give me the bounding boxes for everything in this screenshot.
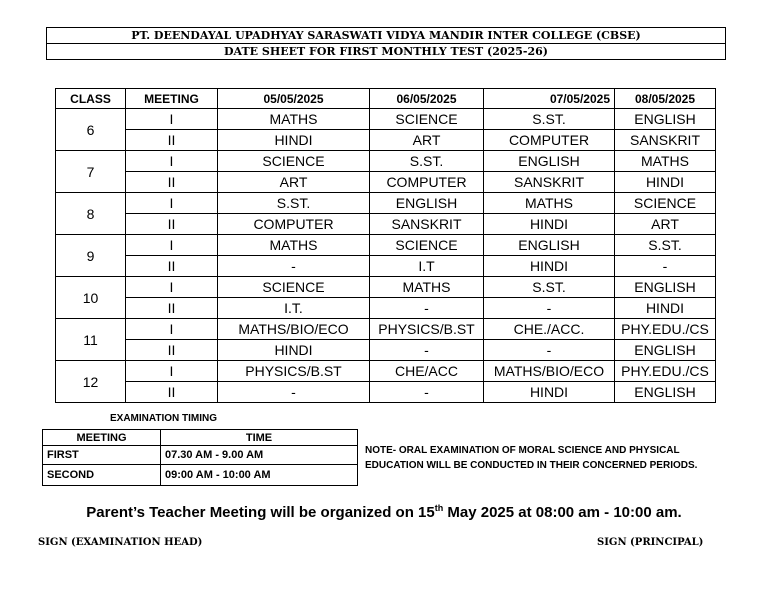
ptm-announcement (0, 503, 768, 521)
subject-cell: S.ST. (484, 109, 615, 130)
subject-cell: ENGLISH (615, 382, 716, 403)
table-row (56, 256, 716, 277)
subject-cell: SCIENCE (615, 193, 716, 214)
subject-cell: ART (218, 172, 370, 193)
exam-timing-label: EXAMINATION TIMING (110, 413, 218, 424)
ptm-text-end: May 2025 at 08:00 am - 10:00 am. (443, 504, 682, 521)
school-name: PT. DEENDAYAL UPADHYAY SARASWATI VIDYA MANDIR INTER COLLEGE (CBSE) (47, 28, 726, 44)
meeting-cell: I (126, 151, 218, 172)
subject-cell: ENGLISH (615, 109, 716, 130)
subject-cell: ART (615, 214, 716, 235)
table-row (56, 109, 716, 130)
date-sheet-table (55, 88, 716, 403)
timing-meeting: SECOND (43, 465, 161, 486)
table-row (56, 382, 716, 403)
timing-time: 09:00 AM - 10:00 AM (161, 465, 358, 486)
meeting-cell: I (126, 361, 218, 382)
column-header-class: CLASS (56, 89, 126, 109)
subject-cell: S.ST. (615, 235, 716, 256)
column-header-date: 07/05/2025 (484, 89, 615, 109)
meeting-cell: I (126, 319, 218, 340)
ptm-ordinal: th (434, 503, 444, 513)
class-cell: 7 (56, 151, 126, 193)
subject-cell: ART (370, 130, 484, 151)
meeting-cell: II (126, 340, 218, 361)
subject-cell: - (484, 298, 615, 319)
subject-cell: - (370, 382, 484, 403)
meeting-cell: II (126, 382, 218, 403)
subject-cell: ENGLISH (370, 193, 484, 214)
subject-cell: COMPUTER (370, 172, 484, 193)
table-row (56, 361, 716, 382)
subject-cell: PHYSICS/B.ST (218, 361, 370, 382)
subject-cell: HINDI (218, 340, 370, 361)
column-header-date: 06/05/2025 (370, 89, 484, 109)
table-row (56, 319, 716, 340)
meeting-cell: II (126, 298, 218, 319)
timing-header-meeting: MEETING (43, 430, 161, 446)
timing-row (43, 465, 358, 486)
table-row (56, 340, 716, 361)
class-cell: 10 (56, 277, 126, 319)
class-cell: 11 (56, 319, 126, 361)
header-box (46, 27, 726, 60)
subject-cell: CHE/ACC (370, 361, 484, 382)
note (365, 443, 725, 473)
subject-cell: - (484, 340, 615, 361)
subject-cell: HINDI (484, 256, 615, 277)
subject-cell: - (370, 298, 484, 319)
timing-meeting: FIRST (43, 446, 161, 465)
subject-cell: ENGLISH (484, 235, 615, 256)
timing-header-row (43, 430, 358, 446)
table-row (56, 172, 716, 193)
subject-cell: - (218, 382, 370, 403)
subject-cell: ENGLISH (615, 277, 716, 298)
timing-time: 07.30 AM - 9.00 AM (161, 446, 358, 465)
table-row (56, 193, 716, 214)
note-line: NOTE- ORAL EXAMINATION OF MORAL SCIENCE AND PHYSICAL (365, 445, 680, 456)
table-row (56, 235, 716, 256)
subject-cell: SANSKRIT (484, 172, 615, 193)
subject-cell: MATHS/BIO/ECO (218, 319, 370, 340)
meeting-cell: II (126, 172, 218, 193)
subject-cell: SANSKRIT (370, 214, 484, 235)
subject-cell: MATHS (218, 235, 370, 256)
subject-cell: HINDI (218, 130, 370, 151)
subject-cell: COMPUTER (484, 130, 615, 151)
column-header-date: 05/05/2025 (218, 89, 370, 109)
meeting-cell: I (126, 235, 218, 256)
class-cell: 12 (56, 361, 126, 403)
subject-cell: S.ST. (484, 277, 615, 298)
column-header-date: 08/05/2025 (615, 89, 716, 109)
subject-cell: ENGLISH (615, 340, 716, 361)
subject-cell: ENGLISH (484, 151, 615, 172)
subject-cell: SANSKRIT (615, 130, 716, 151)
subject-cell: MATHS (615, 151, 716, 172)
table-row (56, 214, 716, 235)
subject-cell: MATHS (370, 277, 484, 298)
table-row (56, 277, 716, 298)
sign-principal: SIGN (PRINCIPAL) (597, 537, 704, 548)
subject-cell: MATHS (484, 193, 615, 214)
meeting-cell: I (126, 193, 218, 214)
subject-cell: CHE./ACC. (484, 319, 615, 340)
exam-timing-table (42, 429, 358, 486)
meeting-cell: II (126, 256, 218, 277)
subject-cell: PHY.EDU./CS (615, 361, 716, 382)
note-line: EDUCATION WILL BE CONDUCTED IN THEIR CONCERNED PERIODS. (365, 460, 698, 471)
meeting-cell: I (126, 277, 218, 298)
subject-cell: S.ST. (370, 151, 484, 172)
subject-cell: PHYSICS/B.ST (370, 319, 484, 340)
subject-cell: SCIENCE (218, 151, 370, 172)
subject-cell: PHY.EDU./CS (615, 319, 716, 340)
subject-cell: - (218, 256, 370, 277)
subject-cell: SCIENCE (218, 277, 370, 298)
table-row (56, 151, 716, 172)
date-sheet-title: DATE SHEET FOR FIRST MONTHLY TEST (2025-26) (47, 44, 726, 60)
meeting-cell: II (126, 130, 218, 151)
ptm-text: Parent’s Teacher Meeting will be organized on 15 (86, 504, 435, 521)
subject-cell: HINDI (484, 214, 615, 235)
subject-cell: HINDI (484, 382, 615, 403)
subject-cell: HINDI (615, 172, 716, 193)
subject-cell: I.T. (218, 298, 370, 319)
subject-cell: MATHS/BIO/ECO (484, 361, 615, 382)
meeting-cell: II (126, 214, 218, 235)
subject-cell: - (615, 256, 716, 277)
table-header-row (56, 89, 716, 109)
table-row (56, 130, 716, 151)
class-cell: 9 (56, 235, 126, 277)
subject-cell: SCIENCE (370, 235, 484, 256)
subject-cell: COMPUTER (218, 214, 370, 235)
meeting-cell: I (126, 109, 218, 130)
subject-cell: HINDI (615, 298, 716, 319)
timing-row (43, 446, 358, 465)
timing-header-time: TIME (161, 430, 358, 446)
subject-cell: S.ST. (218, 193, 370, 214)
sign-examination-head: SIGN (EXAMINATION HEAD) (38, 537, 203, 548)
subject-cell: SCIENCE (370, 109, 484, 130)
subject-cell: MATHS (218, 109, 370, 130)
column-header-meeting: MEETING (126, 89, 218, 109)
table-row (56, 298, 716, 319)
subject-cell: - (370, 340, 484, 361)
class-cell: 8 (56, 193, 126, 235)
class-cell: 6 (56, 109, 126, 151)
subject-cell: I.T (370, 256, 484, 277)
